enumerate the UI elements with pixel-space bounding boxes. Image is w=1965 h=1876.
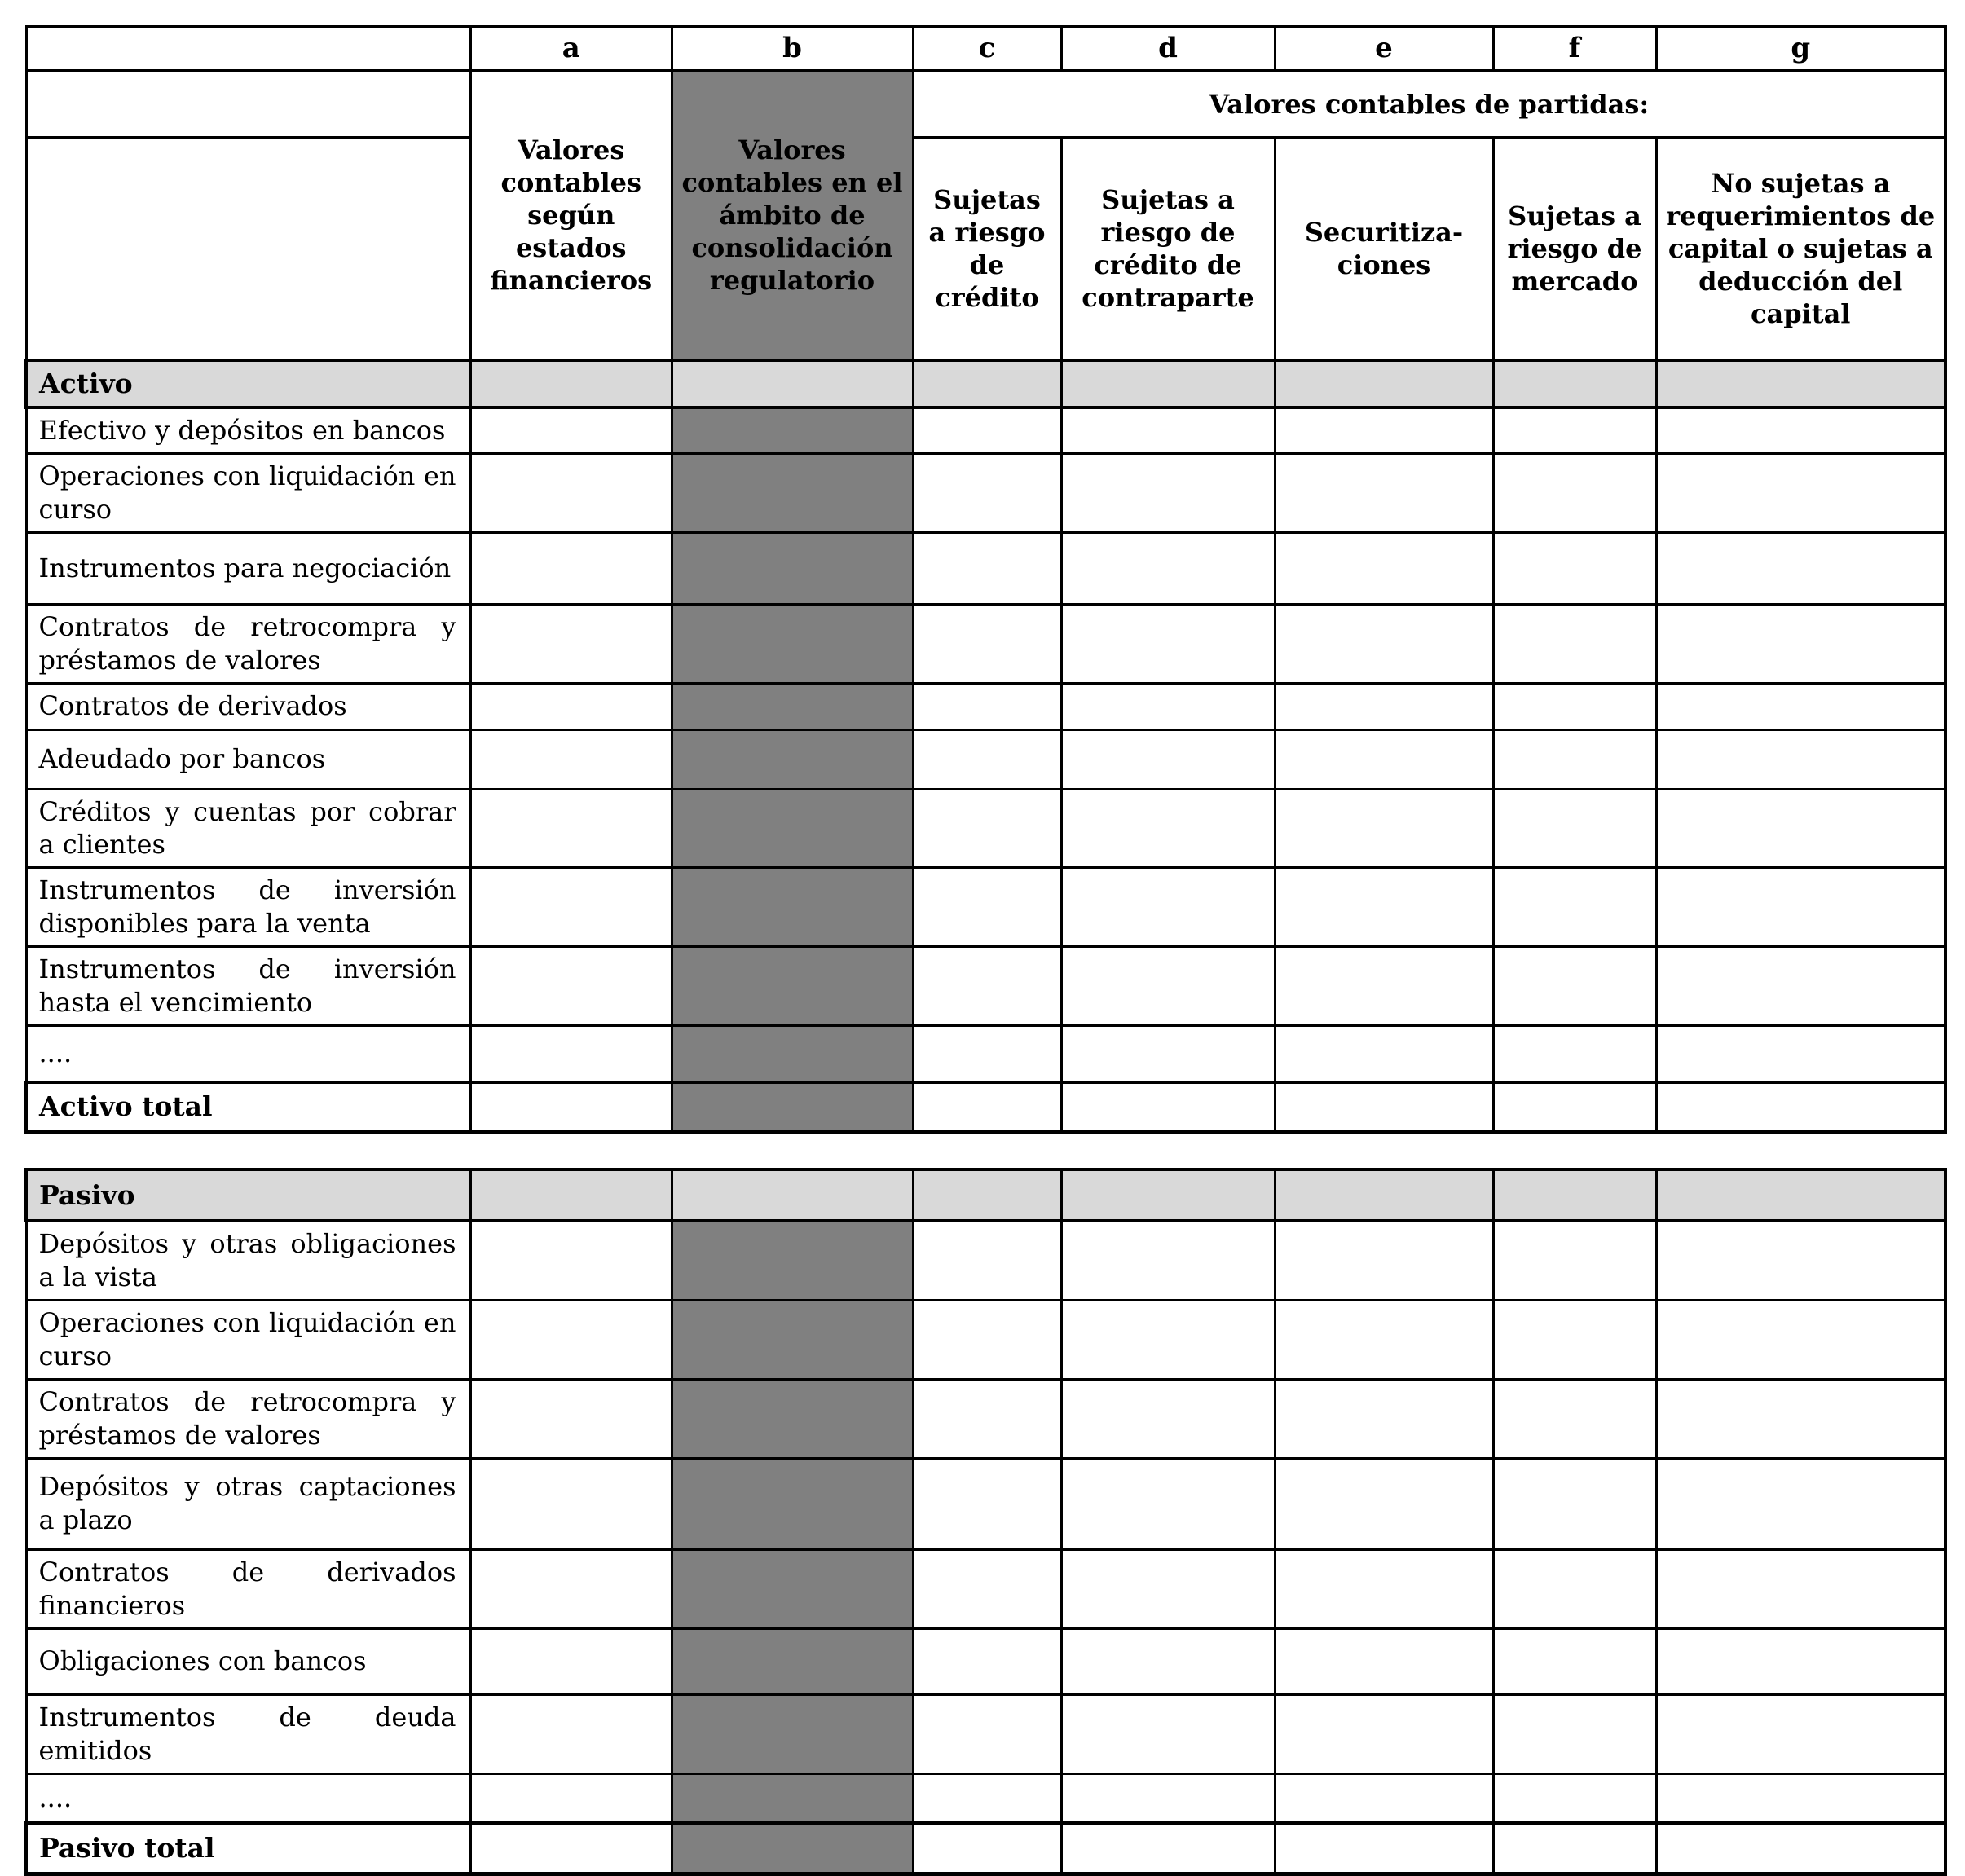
row-label: Instrumentos de deuda emitidos (26, 1694, 470, 1773)
cell-b (672, 1694, 913, 1773)
row-label: .... (26, 1773, 470, 1823)
cell-e (1275, 1694, 1493, 1773)
cell-b (672, 453, 913, 532)
table-row (26, 1694, 1945, 1773)
cell-g (1656, 604, 1945, 683)
cell-g (1656, 407, 1945, 453)
cell-g (1656, 1694, 1945, 1773)
cell-e (1275, 789, 1493, 868)
cell-d (1061, 407, 1275, 453)
column-letter-g: g (1656, 27, 1945, 71)
header-col-d: Sujetas a riesgo de crédito de contraparte (1061, 138, 1275, 360)
cell-f (1493, 1628, 1656, 1694)
cell-f (1493, 1458, 1656, 1549)
cell-g (1656, 947, 1945, 1026)
cell-d (1061, 789, 1275, 868)
section-cell-f (1493, 1169, 1656, 1221)
cell-f (1493, 789, 1656, 868)
cell-g (1656, 683, 1945, 729)
cell-e (1275, 729, 1493, 789)
group-header-row (26, 71, 1945, 138)
cell-a (470, 453, 672, 532)
cell-g (1656, 1301, 1945, 1380)
cell-e (1275, 1082, 1493, 1132)
section-cell-b (672, 360, 913, 407)
cell-b (672, 1221, 913, 1300)
cell-c (913, 1026, 1061, 1082)
header-void-cell (26, 138, 470, 360)
cell-e (1275, 1026, 1493, 1082)
row-label: Adeudado por bancos (26, 729, 470, 789)
cell-b (672, 1773, 913, 1823)
cell-e (1275, 683, 1493, 729)
cell-e (1275, 868, 1493, 947)
cell-b (672, 789, 913, 868)
cell-e (1275, 947, 1493, 1026)
cell-b (672, 1823, 913, 1874)
row-label: Contratos de retrocompra y préstamos de valores (26, 604, 470, 683)
cell-c (913, 407, 1061, 453)
cell-e (1275, 1380, 1493, 1459)
row-label: Instrumentos de inversión disponibles para la venta (26, 868, 470, 947)
header-col-e: Securitiza-ciones (1275, 138, 1493, 360)
cell-a (470, 1694, 672, 1773)
cell-g (1656, 1026, 1945, 1082)
section-cell-c (913, 1169, 1061, 1221)
cell-f (1493, 604, 1656, 683)
cell-e (1275, 1628, 1493, 1694)
header-col-g: No sujetas a requerimientos de capital o sujetas a deducción del capital (1656, 138, 1945, 360)
section-cell-a (470, 1169, 672, 1221)
cell-b (672, 532, 913, 604)
cell-b (672, 1380, 913, 1459)
row-label: Depósitos y otras captaciones a plazo (26, 1458, 470, 1549)
cell-c (913, 683, 1061, 729)
cell-f (1493, 453, 1656, 532)
cell-d (1061, 1823, 1275, 1874)
table-row (26, 1380, 1945, 1459)
table-row (26, 1549, 1945, 1628)
cell-b (672, 604, 913, 683)
column-letter-row (26, 27, 1945, 71)
cell-d (1061, 868, 1275, 947)
column-letter-e: e (1275, 27, 1493, 71)
cell-a (470, 604, 672, 683)
row-label: Depósitos y otras obligaciones a la vista (26, 1221, 470, 1300)
row-label: Instrumentos de inversión hasta el vencimiento (26, 947, 470, 1026)
cell-e (1275, 1773, 1493, 1823)
cell-c (913, 1823, 1061, 1874)
row-label: Instrumentos para negociación (26, 532, 470, 604)
cell-d (1061, 453, 1275, 532)
cell-g (1656, 1549, 1945, 1628)
row-label: Operaciones con liquidación en curso (26, 453, 470, 532)
cell-c (913, 1458, 1061, 1549)
table-row (26, 407, 1945, 453)
table-row (26, 868, 1945, 947)
column-letter-f: f (1493, 27, 1656, 71)
row-label: Efectivo y depósitos en bancos (26, 407, 470, 453)
row-label: .... (26, 1026, 470, 1082)
cell-b (672, 1549, 913, 1628)
section-cell-c (913, 360, 1061, 407)
cell-e (1275, 604, 1493, 683)
cell-e (1275, 1301, 1493, 1380)
row-label: Contratos de retrocompra y préstamos de valores (26, 1380, 470, 1459)
table-row (26, 453, 1945, 532)
cell-f (1493, 1221, 1656, 1300)
cell-d (1061, 1082, 1275, 1132)
activo-table (24, 25, 1947, 1134)
cell-c (913, 1082, 1061, 1132)
cell-g (1656, 1773, 1945, 1823)
cell-a (470, 683, 672, 729)
cell-b (672, 729, 913, 789)
section-cell-e (1275, 360, 1493, 407)
cell-e (1275, 532, 1493, 604)
table-row (26, 1628, 1945, 1694)
cell-c (913, 1221, 1061, 1300)
cell-f (1493, 532, 1656, 604)
header-col-c: Sujetas a riesgo de crédito (913, 138, 1061, 360)
total-label: Pasivo total (26, 1823, 470, 1874)
cell-c (913, 453, 1061, 532)
cell-f (1493, 1694, 1656, 1773)
cell-c (913, 532, 1061, 604)
cell-e (1275, 453, 1493, 532)
cell-a (470, 532, 672, 604)
row-label: Contratos de derivados (26, 683, 470, 729)
cell-e (1275, 407, 1493, 453)
pasivo-table (24, 1168, 1947, 1876)
cell-d (1061, 1549, 1275, 1628)
cell-b (672, 683, 913, 729)
cell-f (1493, 729, 1656, 789)
cell-e (1275, 1549, 1493, 1628)
cell-c (913, 604, 1061, 683)
cell-c (913, 1773, 1061, 1823)
cell-f (1493, 947, 1656, 1026)
cell-d (1061, 729, 1275, 789)
header-partidas-group: Valores contables de partidas: (913, 71, 1945, 138)
cell-e (1275, 1221, 1493, 1300)
cell-d (1061, 947, 1275, 1026)
cell-c (913, 1301, 1061, 1380)
cell-b (672, 947, 913, 1026)
cell-e (1275, 1823, 1493, 1874)
cell-b (672, 1628, 913, 1694)
cell-f (1493, 868, 1656, 947)
cell-g (1656, 453, 1945, 532)
table-row (26, 947, 1945, 1026)
cell-g (1656, 532, 1945, 604)
cell-b (672, 407, 913, 453)
cell-a (470, 1549, 672, 1628)
cell-c (913, 1694, 1061, 1773)
cell-a (470, 947, 672, 1026)
table-row (26, 1773, 1945, 1823)
cell-g (1656, 1221, 1945, 1300)
cell-c (913, 1380, 1061, 1459)
cell-c (913, 947, 1061, 1026)
cell-a (470, 1380, 672, 1459)
cell-a (470, 789, 672, 868)
header-col-a: Valores contables según estados financieros (470, 71, 672, 360)
cell-f (1493, 1773, 1656, 1823)
cell-g (1656, 1628, 1945, 1694)
header-col-b: Valores contables en el ámbito de consolidación regulatorio (672, 71, 913, 360)
sub-header-row (26, 138, 1945, 360)
cell-g (1656, 868, 1945, 947)
cell-a (470, 1823, 672, 1874)
section-row-pasivo (26, 1169, 1945, 1221)
cell-d (1061, 1458, 1275, 1549)
table-row (26, 1301, 1945, 1380)
cell-c (913, 1628, 1061, 1694)
cell-f (1493, 1301, 1656, 1380)
header-col-f: Sujetas a riesgo de mercado (1493, 138, 1656, 360)
column-letter-c: c (913, 27, 1061, 71)
cell-c (913, 729, 1061, 789)
cell-f (1493, 1823, 1656, 1874)
cell-e (1275, 1458, 1493, 1549)
cell-g (1656, 789, 1945, 868)
cell-f (1493, 1549, 1656, 1628)
section-cell-b (672, 1169, 913, 1221)
cell-a (470, 1221, 672, 1300)
table-row (26, 1458, 1945, 1549)
cell-f (1493, 683, 1656, 729)
table-row (26, 1026, 1945, 1082)
cell-f (1493, 1380, 1656, 1459)
cell-b (672, 868, 913, 947)
cell-a (470, 407, 672, 453)
section-cell-f (1493, 360, 1656, 407)
cell-b (672, 1082, 913, 1132)
column-letter-d: d (1061, 27, 1275, 71)
row-label: Operaciones con liquidación en curso (26, 1301, 470, 1380)
cell-d (1061, 1773, 1275, 1823)
table-row (26, 532, 1945, 604)
section-label: Pasivo (26, 1169, 470, 1221)
cell-a (470, 1082, 672, 1132)
section-cell-a (470, 360, 672, 407)
cell-g (1656, 1823, 1945, 1874)
total-row-activo (26, 1082, 1945, 1132)
table-row (26, 789, 1945, 868)
cell-d (1061, 1026, 1275, 1082)
cell-d (1061, 1380, 1275, 1459)
cell-g (1656, 729, 1945, 789)
section-row-activo (26, 360, 1945, 407)
total-label: Activo total (26, 1082, 470, 1132)
cell-d (1061, 1628, 1275, 1694)
header-void-cell (26, 27, 470, 71)
row-label: Obligaciones con bancos (26, 1628, 470, 1694)
cell-f (1493, 407, 1656, 453)
cell-b (672, 1026, 913, 1082)
cell-c (913, 789, 1061, 868)
cell-f (1493, 1082, 1656, 1132)
cell-g (1656, 1082, 1945, 1132)
cell-a (470, 729, 672, 789)
cell-f (1493, 1026, 1656, 1082)
section-cell-d (1061, 1169, 1275, 1221)
cell-c (913, 868, 1061, 947)
cell-a (470, 1458, 672, 1549)
total-row-pasivo (26, 1823, 1945, 1874)
cell-d (1061, 604, 1275, 683)
cell-g (1656, 1380, 1945, 1459)
section-cell-d (1061, 360, 1275, 407)
cell-a (470, 868, 672, 947)
section-cell-g (1656, 360, 1945, 407)
cell-c (913, 1549, 1061, 1628)
cell-a (470, 1301, 672, 1380)
cell-d (1061, 1221, 1275, 1300)
table-row (26, 1221, 1945, 1300)
cell-b (672, 1458, 913, 1549)
row-label: Contratos de derivados financieros (26, 1549, 470, 1628)
section-label: Activo (26, 360, 470, 407)
table-row (26, 729, 1945, 789)
cell-d (1061, 1301, 1275, 1380)
cell-d (1061, 532, 1275, 604)
table-row (26, 683, 1945, 729)
table-row (26, 604, 1945, 683)
row-label: Créditos y cuentas por cobrar a clientes (26, 789, 470, 868)
cell-b (672, 1301, 913, 1380)
cell-a (470, 1026, 672, 1082)
cell-d (1061, 683, 1275, 729)
cell-g (1656, 1458, 1945, 1549)
column-letter-b: b (672, 27, 913, 71)
section-cell-g (1656, 1169, 1945, 1221)
header-void-cell (26, 71, 470, 138)
cell-a (470, 1628, 672, 1694)
section-cell-e (1275, 1169, 1493, 1221)
cell-a (470, 1773, 672, 1823)
column-letter-a: a (470, 27, 672, 71)
cell-d (1061, 1694, 1275, 1773)
